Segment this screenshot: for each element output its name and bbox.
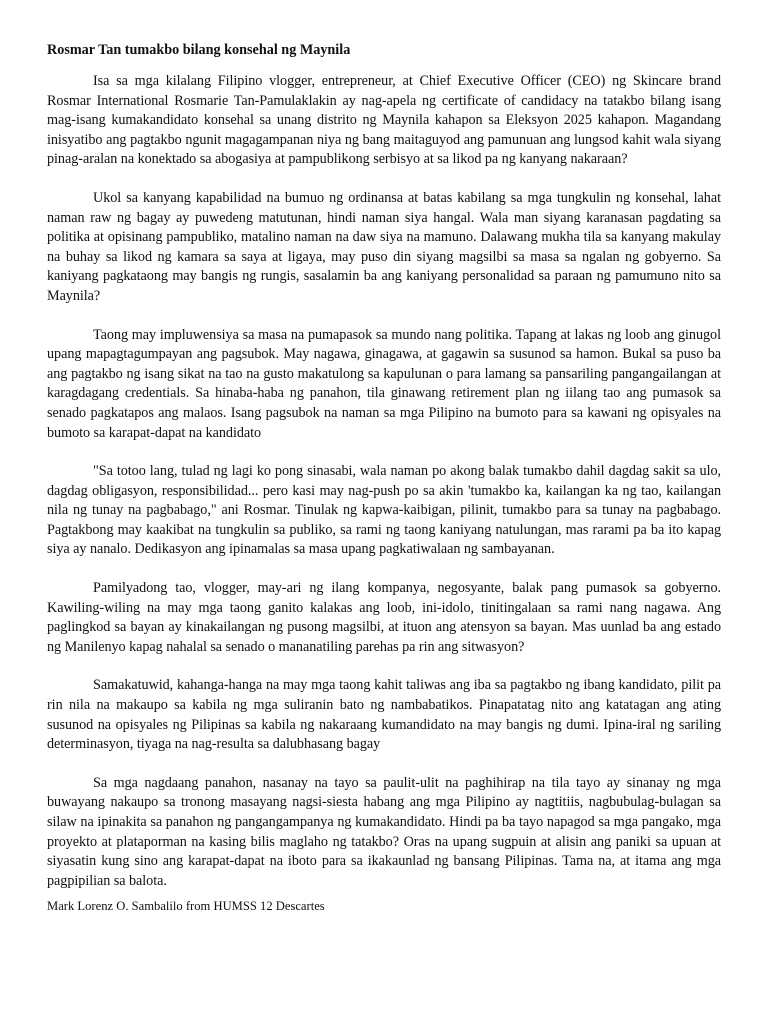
article-paragraph-4: "Sa totoo lang, tulad ng lagi ko pong sinasabi, wala naman po akong balak tumakbo dahil dagdag sakit sa ulo, dagdag obligasyon, responsibilidad... pero kasi may nag-push po sa akin 'tumakbo ka, kailangan ka ng tao, kailangan nila ng tunay na pagbabago," ani Rosmar. Tinulak ng kapwa-kaibigan, pilinit, tumakbo para sa tunay na pagbabago. Pagtakbong may kaakibat na tungkulin sa publiko, sa rami ng taong kaniyang natulungan, mas rarami pa ba ito kapag siya ay nanalo. Dedikasyon ang ipinamalas sa masa upang pagkatiwalaan ng sambayanan. <box>47 463 721 558</box>
article-paragraph-7: Sa mga nagdaang panahon, nasanay na tayo sa paulit-ulit na paghihirap na tila tayo ay sinanay ng mga buwayang nakaupo sa tronong masayang nagsi-siesta habang ang mga Pilipino ay nagtitiis, nagbubulag-bulagan sa silaw na ipinakita sa panahon ng pangangampanya ng kumakandidato. Hindi pa ba tayo napagod sa mga pangako, mga proyekto at plataporman na kasing bilis maglaho ng tatakbo? Oras na upang sugpuin at alisin ang paniki sa upuan at siyasatin kung sino ang karapat-dapat na iboto para sa ikakaunlad ng bansang Pilipinas. Tama na, at itama ang mga pagpipilian sa balota. <box>47 774 721 889</box>
article-paragraph-1: Isa sa mga kilalang Filipino vlogger, entrepreneur, at Chief Executive Officer (CEO) ng Skincare brand Rosmar International Rosmarie Tan-Pamulaklakin ay nag-apela ng certificate of candidacy na tatakbo bilang isang mag-isang kumakandidato konsehal sa unang distrito ng Maynila kahapon sa Eleksyon 2025 kahapon. Magandang inisyatibo ang pagtakbo ngunit magagampanan niya ng bang maitaguyod ang pamunuan ang lungsod kahit wala siyang pinag-aralan na konektado sa abogasiya at pampublikong serbisyo at sa likod pa ng kanyang nakaraan? <box>47 73 721 168</box>
author-byline: Mark Lorenz O. Sambalilo from HUMSS 12 Descartes <box>47 899 325 914</box>
article-paragraph-6: Samakatuwid, kahanga-hanga na may mga taong kahit taliwas ang iba sa pagtakbo ng ibang kandidato, pilit pa rin nila na makaupo sa kabila ng mga suliranin bato ng nambabatikos. Pinapatatag nito ang katatagan ang ating susunod na opisyales ng Pilipinas sa kabila ng nakaraang kumandidato na may bangis ng dumi. Ipina-iral ng sariling determinasyon, tiyaga na nag-resulta sa dalubhasang bagay <box>47 677 721 753</box>
article-paragraph-2: Ukol sa kanyang kapabilidad na bumuo ng ordinansa at batas kabilang sa mga tungkulin ng konsehal, lahat naman raw ng bagay ay puwedeng matutunan, hindi naman siya hangal. Wala man siyang karanasan pagdating sa politika at opisinang pampubliko, matalino naman na daw siya na mamuno. Dalawang mukha tila sa kanyang makulay na buhay sa likod ng kamara sa saya at ligaya, may puso din siyang magsilbi sa masa sa ngalan ng gobyerno. Sa kaniyang pagkataong may bangis ng rungis, sasalamin ba ang kaniyang personalidad sa paraan ng pamumuno nito sa Maynila? <box>47 189 721 304</box>
article-paragraph-5: Pamilyadong tao, vlogger, may-ari ng ilang kompanya, negosyante, balak pang pumasok sa gobyerno. Kawiling-wiling na may mga taong ganito kalakas ang loob, ini-idolo, tinitingalaan sa rami nang nagawa. Ang paglingkod sa bayan ay kinakailangan ng pusong magsilbi, at ituon ang atensyon sa bayan. Mas uunlad ba ang estado ng Manilenyo kapag nahalal sa senado o mananatiling parehas pa rin ang sitwasyon? <box>47 580 721 655</box>
article-title: Rosmar Tan tumakbo bilang konsehal ng Maynila <box>47 42 351 58</box>
article-paragraph-3: Taong may impluwensiya sa masa na pumapasok sa mundo nang politika. Tapang at lakas ng loob ang ginugol upang mapagtagumpayan ang pagsubok. May nagawa, ginagawa, at gagawin sa susunod sa hamon. Bukal sa puso ba ang pagtakbo ng isang sikat na tao na gusto makatulong sa kapulunan o para lamang sa pansariling pangangailangan at karagdagang credentials. Sa hinaba-haba ng panahon, tila ginawang retirement plan ng iilang tao ang pumasok sa senado pagkatapos ang malaos. Isang pagsubok na naman sa mga Pilipino na bumoto para sa kawani ng opisyales na bumoto sa karapat-dapat na kandidato <box>47 326 721 441</box>
